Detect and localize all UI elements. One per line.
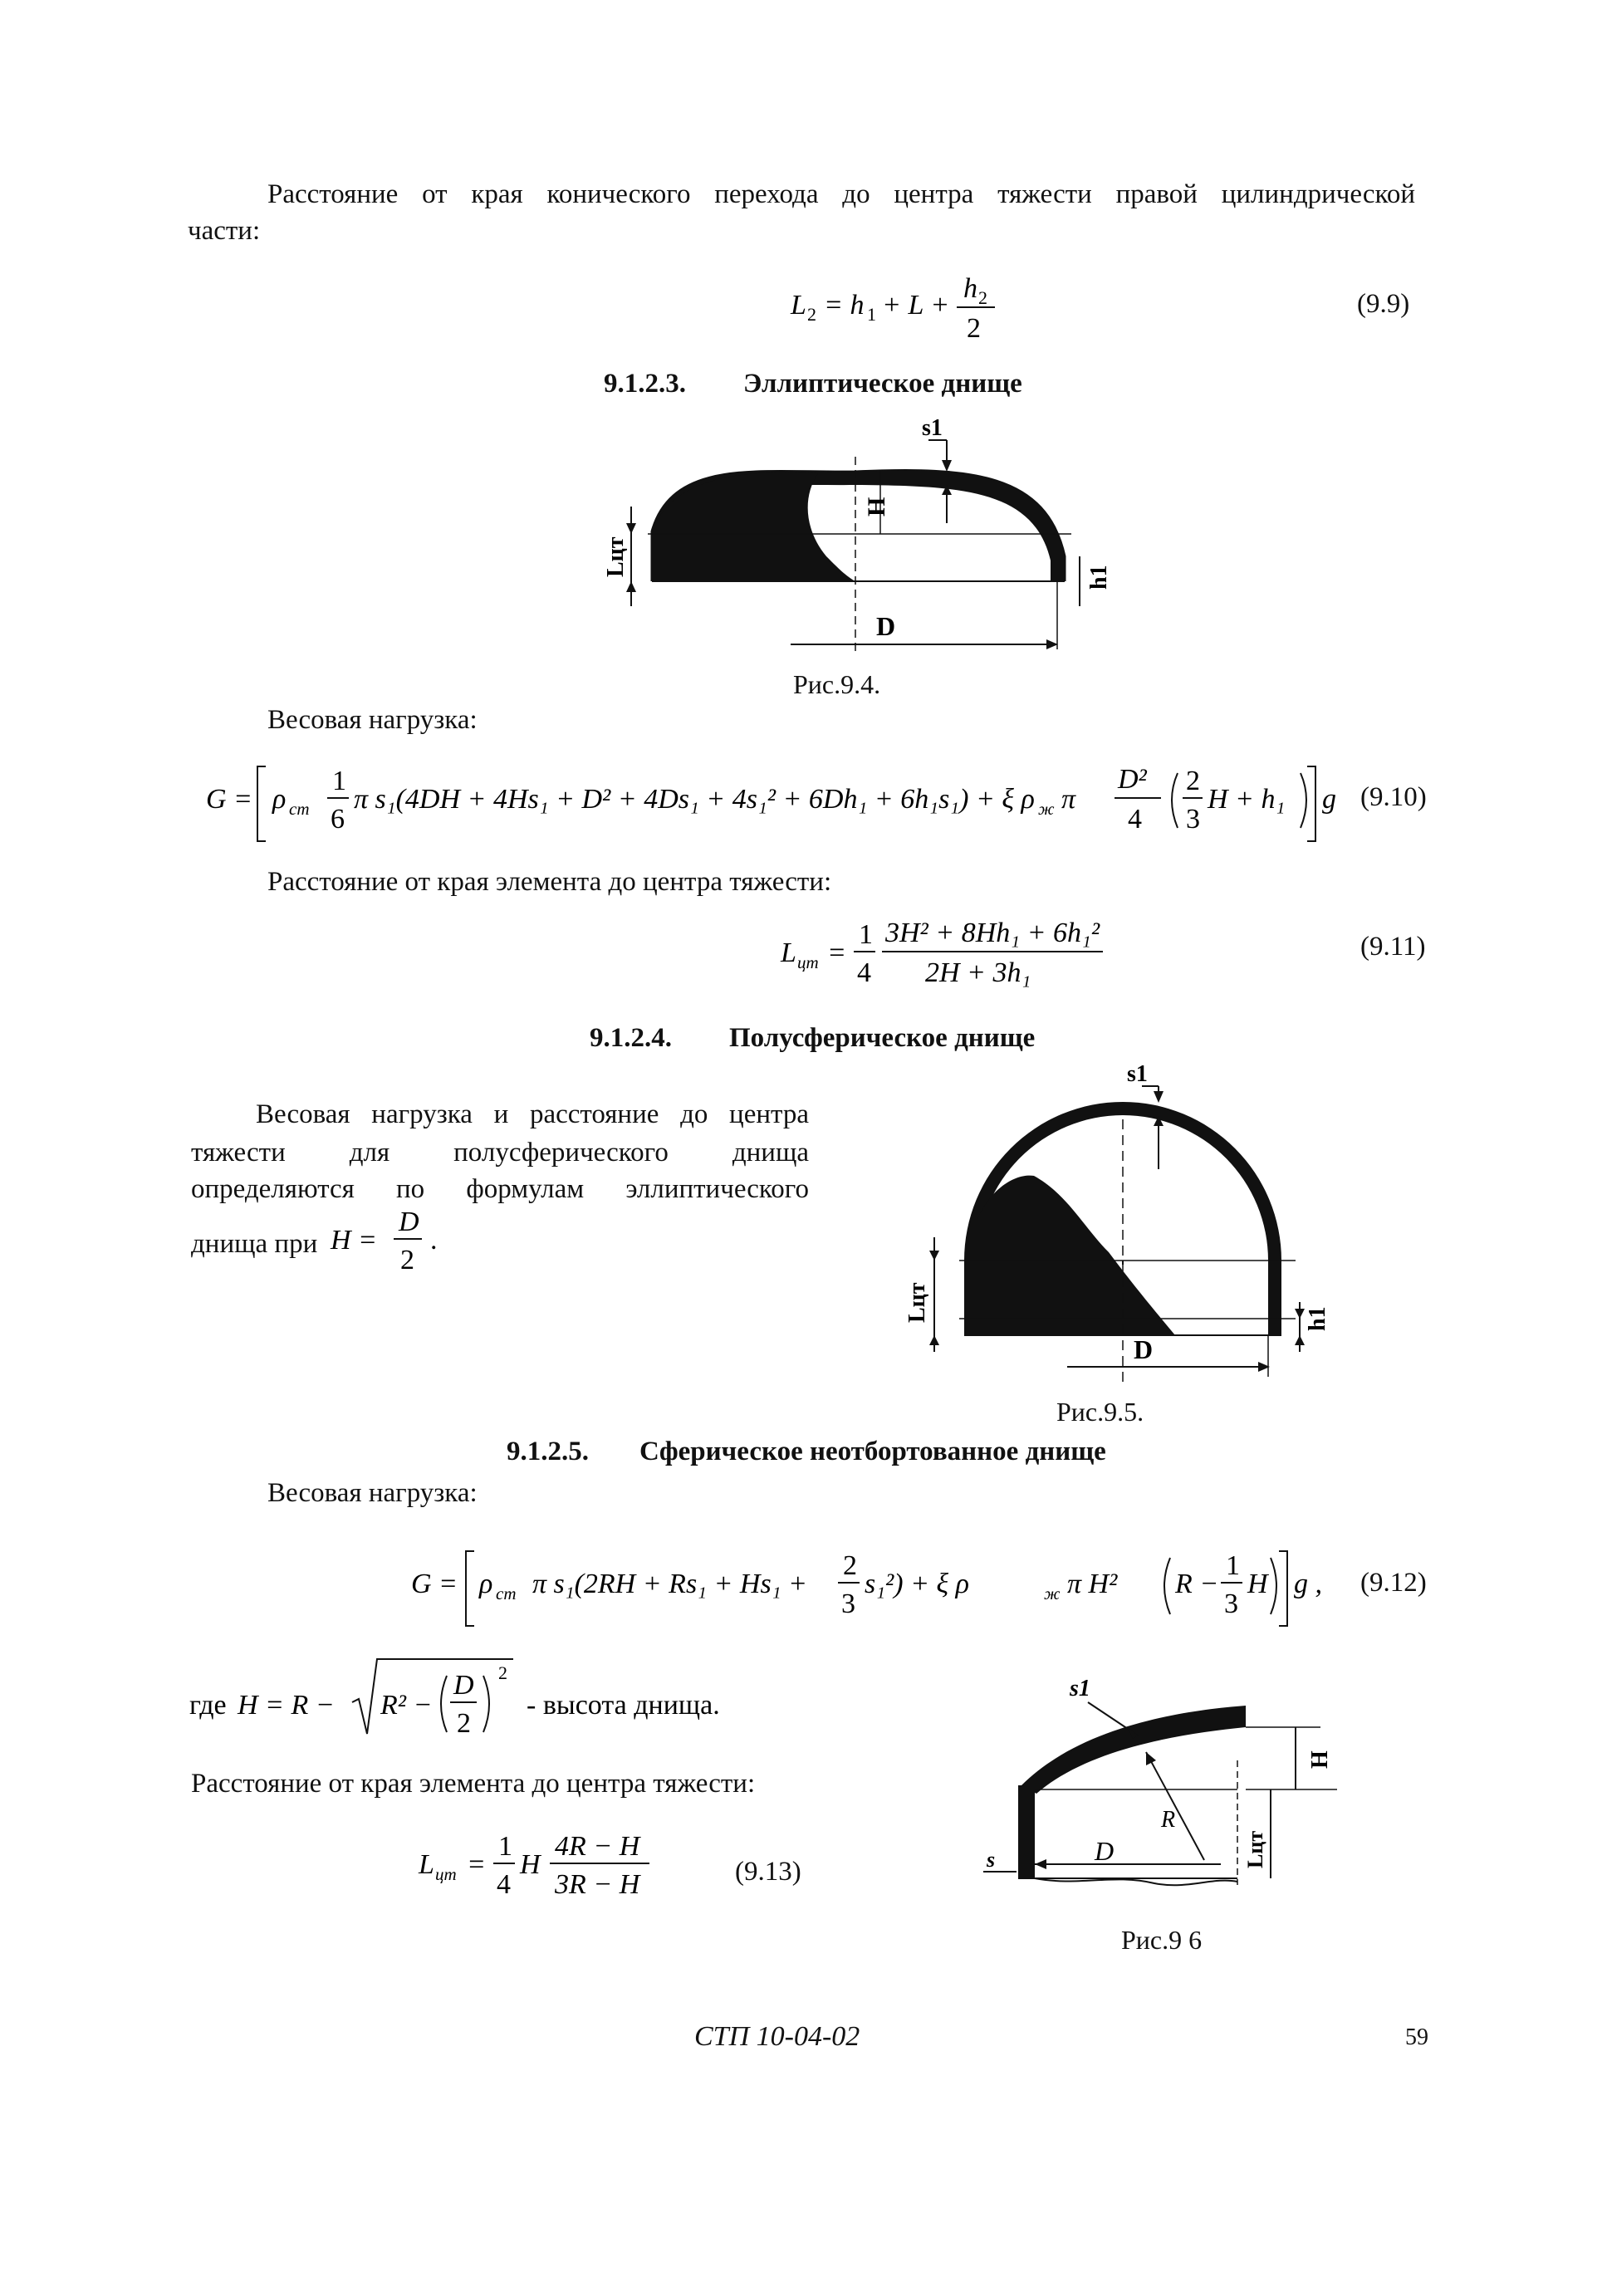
figure-9-6-caption: Рис.9 6: [1121, 1925, 1203, 1955]
eq910-g: g: [1322, 784, 1336, 815]
eq99-lhs: L: [791, 290, 806, 321]
fig96-label-h: H: [1307, 1750, 1333, 1769]
fig96-label-s: s: [987, 1848, 996, 1872]
equation-9-13: [415, 1819, 664, 1910]
weight-label-1: Весовая нагрузка:: [267, 705, 478, 735]
fig95-label-h1: h1: [1305, 1306, 1330, 1331]
eq912-g: g ,: [1294, 1569, 1322, 1599]
eq910-frac-num: 1: [332, 766, 346, 796]
distance-label-2: Расстояние от края элемента до центра тяжести:: [191, 1769, 756, 1799]
section-number-9-1-2-4: 9.1.2.4.: [590, 1023, 672, 1053]
distance-label-1: Расстояние от края элемента до центра тяжести:: [267, 867, 832, 897]
eq913-h: H: [520, 1849, 541, 1880]
svg-text:ρ: ρ: [479, 1569, 493, 1599]
eq910-two: 2: [1186, 766, 1200, 796]
hemi-text-line-4: днища при: [191, 1229, 318, 1259]
svg-text:=: =: [467, 1849, 486, 1880]
eq912-two: 2: [843, 1550, 857, 1581]
equation-9-12: [411, 1535, 1242, 1634]
eq912-s12: s₁²) + ξ ρ: [865, 1569, 969, 1599]
fig96-label-r: R: [1161, 1807, 1176, 1833]
eq99-num: h: [963, 273, 977, 304]
eq913-den: 3R − H: [555, 1869, 640, 1900]
eq910-pi: π: [1061, 784, 1076, 815]
hemi-text-line-1: Весовая нагрузка и расстояние до центра: [256, 1099, 809, 1129]
where-sq: 2: [498, 1662, 507, 1683]
where-d: D: [453, 1670, 474, 1701]
equation-9-10: [206, 751, 1360, 851]
figure-9-4-caption: Рис.9.4.: [793, 669, 881, 699]
eq-number-9-13: (9.13): [735, 1857, 801, 1887]
hemi-formula-h: H =: [331, 1225, 377, 1256]
eq912-body: π s₁(2RH + Rs₁ + Hs₁ +: [532, 1569, 807, 1599]
section-title-hemispherical: Полусферическое днище: [729, 1023, 1036, 1053]
fig94-label-s1: s1: [922, 415, 943, 441]
eq-number-9-10: (9.10): [1360, 782, 1427, 812]
eq-number-9-9: (9.9): [1357, 289, 1410, 319]
figure-9-5-caption: Рис.9.5.: [1056, 1397, 1144, 1427]
eq912-rho-st-sub: ст: [496, 1584, 517, 1603]
eq911-one: 1: [859, 919, 873, 950]
intro-line-2: части:: [188, 216, 261, 246]
eq99-num-sub: 2: [978, 287, 987, 308]
section-number-9-1-2-5: 9.1.2.5.: [507, 1437, 589, 1466]
eq911-num: 3H² + 8Hh₁ + 6h₁²: [885, 918, 1100, 948]
hemi-inline-formula: [326, 1202, 467, 1277]
eq910-frac-den: 6: [331, 804, 345, 835]
eq912-r-minus: R −: [1175, 1569, 1219, 1599]
eq912-three: 3: [841, 1589, 855, 1619]
eq910-body: π s₁(4DH + 4Hs₁ + D² + 4Ds₁ + 4s₁² + 6Dh₁ + 6h₁s₁) + ξ ρ: [354, 784, 1035, 815]
page-number: 59: [1405, 2024, 1428, 2050]
eq99-h1: = h: [824, 290, 865, 321]
hemi-text-line-2: тяжести для полусферического днища: [191, 1138, 809, 1168]
eq913-num: 4R − H: [555, 1831, 640, 1862]
fig95-label-s1: s1: [1127, 1061, 1148, 1087]
where-pre: где: [189, 1690, 227, 1721]
intro-line-1: Расстояние от края конического перехода до центра тяжести правой цилиндрической: [267, 179, 1415, 209]
where-h: H = R −: [238, 1690, 335, 1721]
eq912-one: 1: [1226, 1550, 1240, 1581]
eq99-den: 2: [967, 313, 981, 344]
weight-label-2: Весовая нагрузка:: [267, 1478, 478, 1508]
fig96-label-lct: Lцт: [1243, 1830, 1267, 1868]
eq910-tail: H + h₁: [1208, 784, 1286, 815]
eq99-lhs-sub: 2: [807, 304, 816, 325]
svg-text:G =: G =: [411, 1569, 458, 1599]
eq912-rho-zh-sub: ж: [1044, 1584, 1061, 1603]
equation-9-11: [772, 905, 1121, 996]
eq913-lhs-sub: цт: [435, 1864, 457, 1884]
fig94-label-lct: Lцт: [603, 536, 629, 577]
fig95-label-d: D: [1134, 1334, 1154, 1364]
figure-9-4-elliptical-head: [598, 407, 1113, 664]
equation-9-12-tail: [1221, 1535, 1370, 1634]
fig96-label-s1: s1: [1070, 1676, 1090, 1701]
where-post: - высота днища.: [527, 1690, 720, 1721]
fig95-label-lct: Lцт: [904, 1282, 930, 1323]
fig94-label-h1: h1: [1086, 565, 1112, 590]
eq910-three: 3: [1186, 804, 1200, 835]
fig94-label-h: H: [863, 497, 890, 516]
eq910-d2: D²: [1118, 764, 1147, 795]
where-r2: R² −: [380, 1690, 433, 1721]
hemi-formula-den: 2: [400, 1245, 414, 1275]
eq911-lhs: L: [781, 937, 796, 968]
footer-doc-code: СТП 10-04-02: [694, 2021, 860, 2052]
where-two: 2: [457, 1708, 471, 1739]
eq-number-9-12: (9.12): [1360, 1568, 1427, 1598]
hemi-text-line-3: определяются по формулам эллиптического: [191, 1174, 809, 1204]
eq911-four: 4: [857, 957, 871, 988]
hemi-formula-end: .: [430, 1225, 438, 1256]
svg-text:=: =: [827, 937, 846, 968]
eq910-rho-st-sub: ст: [289, 799, 310, 819]
section-title-spherical: Сферическое неотбортованное днище: [639, 1437, 1106, 1466]
eq911-den: 2H + 3h₁: [925, 957, 1031, 988]
figure-9-5-hemispherical-head: [901, 1053, 1350, 1385]
section-title-elliptical: Эллиптическое днище: [743, 369, 1022, 399]
eq912-three-b: 3: [1224, 1589, 1238, 1619]
eq913-lhs: L: [419, 1849, 434, 1880]
eq912-pi-h2: π H²: [1067, 1569, 1118, 1599]
eq99-plus-l: + L +: [882, 290, 950, 321]
fig94-label-d: D: [876, 611, 896, 641]
eq913-one: 1: [498, 1831, 512, 1862]
section-number-9-1-2-3: 9.1.2.3.: [604, 369, 686, 399]
eq910-four: 4: [1128, 804, 1142, 835]
figure-9-6-spherical-head: [972, 1669, 1362, 1910]
eq911-lhs-sub: цт: [797, 952, 819, 972]
eq910-rho-st: ρ: [272, 784, 287, 815]
hemi-formula-num: D: [399, 1207, 419, 1237]
where-h-formula: [189, 1652, 771, 1744]
equation-9-9: [781, 266, 997, 345]
eq-number-9-11: (9.11): [1360, 932, 1426, 962]
eq913-four: 4: [497, 1869, 511, 1900]
eq910-rho-zh-sub: ж: [1038, 799, 1055, 819]
fig96-label-d: D: [1095, 1836, 1115, 1866]
eq912-h: H: [1247, 1569, 1268, 1599]
eq99-h1-sub: 1: [867, 304, 876, 325]
svg-text:G =: G =: [206, 784, 252, 815]
